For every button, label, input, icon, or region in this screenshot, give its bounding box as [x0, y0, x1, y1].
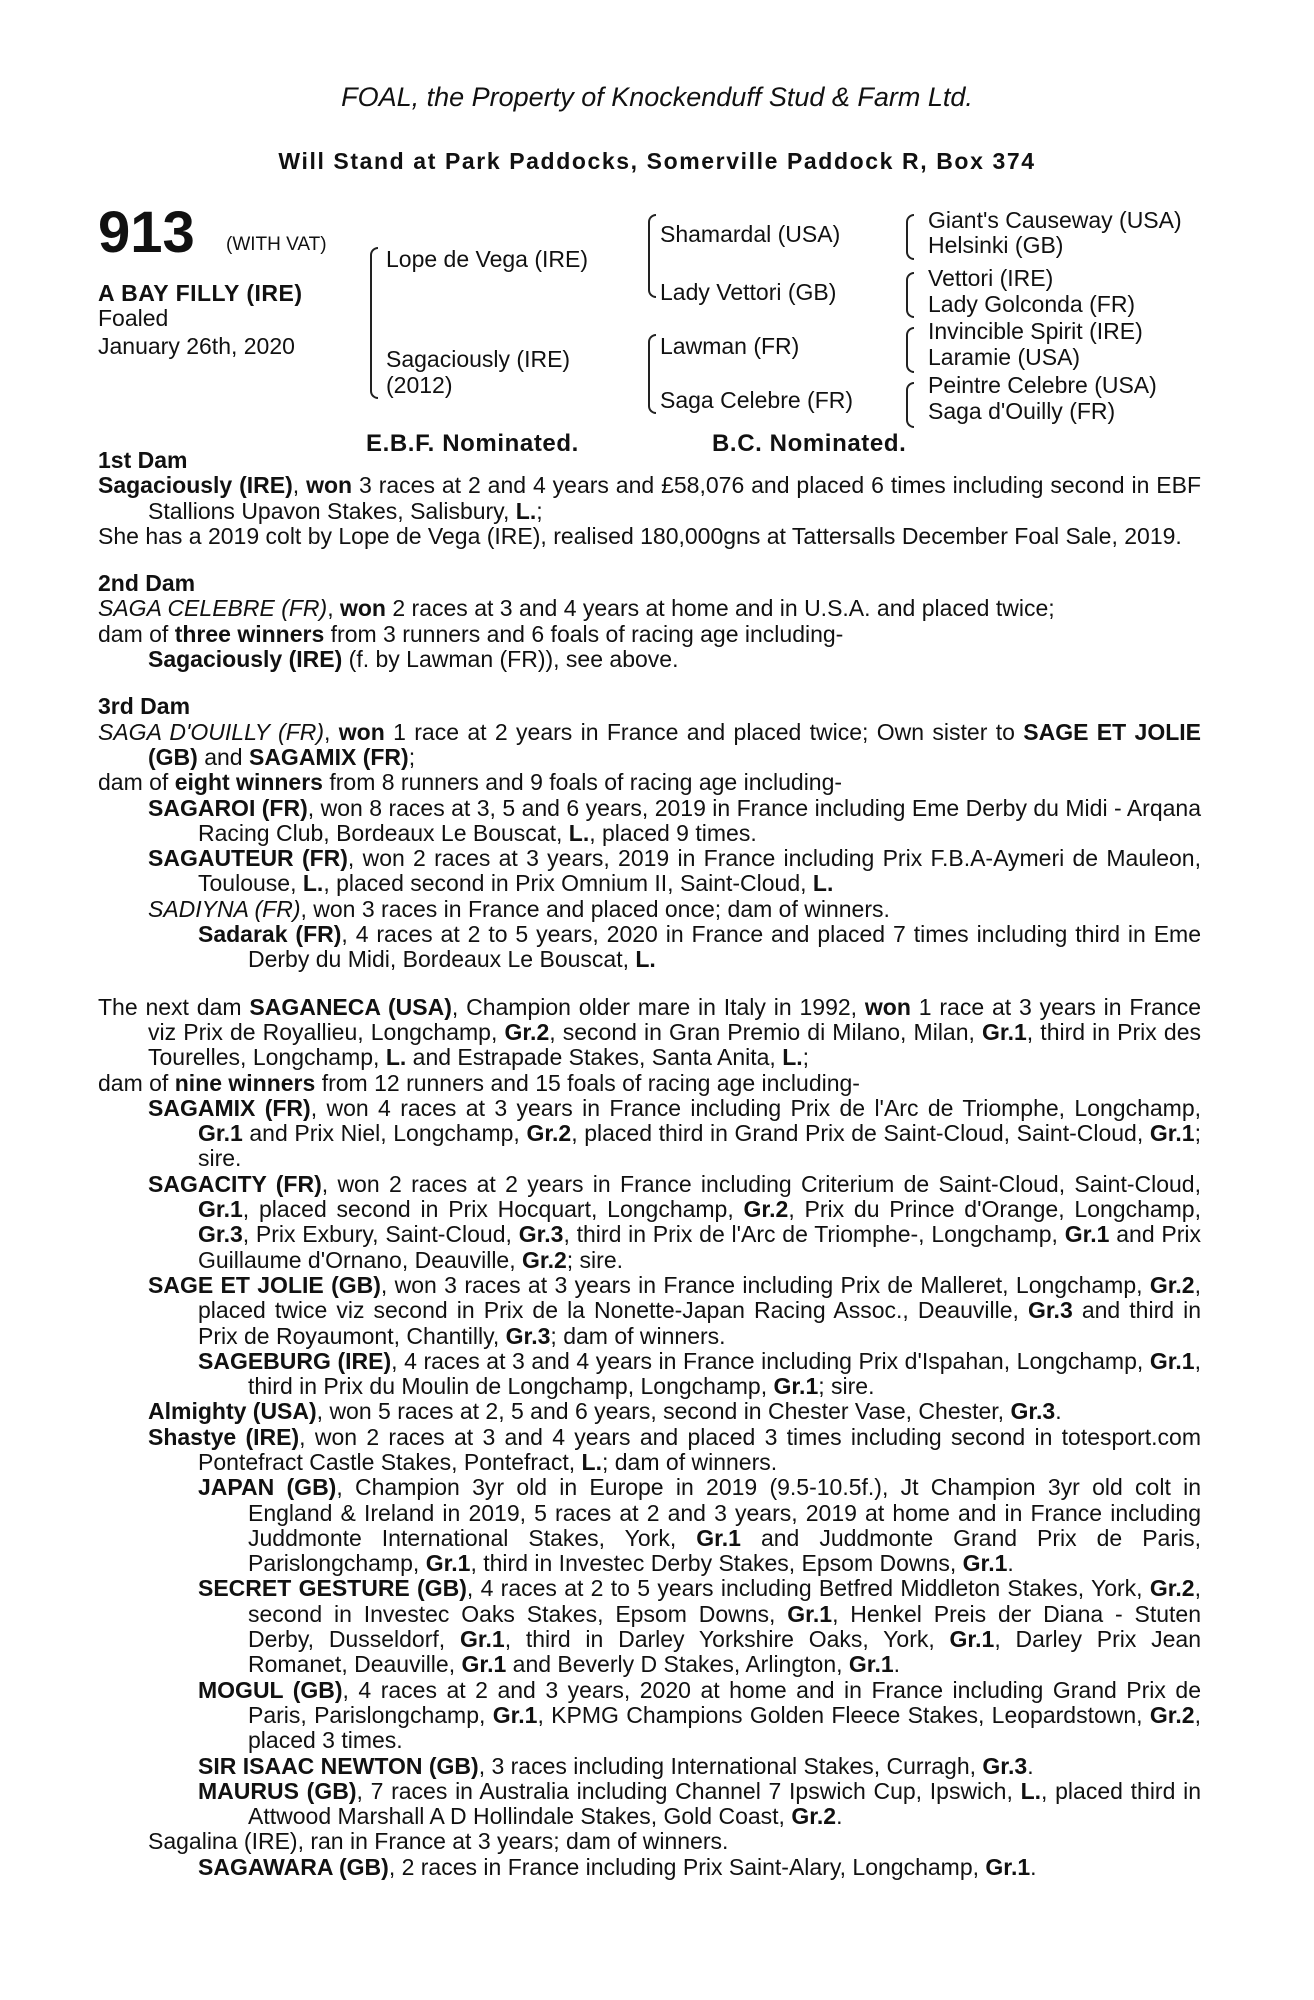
pedigree-brace-main — [370, 247, 378, 399]
offspring-sagauteur: SAGAUTEUR (FR), won 2 races at 3 years, 2019 in France including Prix F.B.A-Aymeri de Mauleon, Toulouse, L., placed second in Prix Omnium II, Saint-Cloud, L. — [148, 845, 1201, 897]
pedigree-brace-g78 — [906, 382, 914, 428]
offspring-sagacity: SAGACITY (FR), won 2 races at 2 years in France including Criterium de Saint-Cloud, Saint-Cloud, Gr.1, placed second in Prix Hocquart, Longchamp, Gr.2, Prix du Prince d'Orange, Longchamp, Gr.3, Prix Exbury, Saint-Cloud, Gr.3, third in Prix de l'Arc de Triomphe-, Longchamp, Gr.1 and Prix Guillaume d'Ornano, Deauville, Gr.2; sire. — [148, 1170, 1201, 1273]
pedigree-brace-dam — [648, 334, 656, 414]
grandsire-line-2: Helsinki (GB) — [928, 232, 1064, 258]
pedigree-brace-sire — [648, 214, 656, 298]
first-dam-record: Sagaciously (IRE), won 3 races at 2 and 4 years and £58,076 and placed 6 times including second in EBF Stallions Upavon Stakes, Salisbury, L.; — [98, 472, 1201, 524]
first-dam-heading: 1st Dam — [98, 447, 188, 473]
pedigree-brace-g34 — [906, 272, 914, 318]
offspring-shastye: Shastye (IRE), won 2 races at 3 and 4 years and placed 3 times including second in totesport.com Pontefract Castle Stakes, Pontefract, L.; dam of winners. — [148, 1423, 1201, 1475]
offspring-sage-et-jolie: SAGE ET JOLIE (GB), won 3 races at 3 years in France including Prix de Malleret, Longchamp, Gr.2, placed twice viz second in Prix de la Nonette-Japan Racing Assoc., Deauville, Gr.3 and third in Prix de Royaumont, Chantilly, Gr.3; dam of winners. — [148, 1271, 1201, 1349]
next-dam-record: The next dam SAGANECA (USA), Champion older mare in Italy in 1992, won 1 race at 3 years in France viz Prix de Royallieu, Longchamp, Gr.2, second in Gran Premio di Milano, Milan, Gr.1, third in Prix des Tourelles, Longchamp, L. and Estrapade Stakes, Santa Anita, L.; — [98, 993, 1202, 1071]
bc-nominated: B.C. Nominated. — [712, 430, 907, 457]
sire: Lope de Vega (IRE) — [386, 246, 589, 272]
dam-dam: Saga Celebre (FR) — [660, 387, 854, 413]
dam: Sagaciously (IRE) — [386, 346, 571, 372]
dam-sire: Lawman (FR) — [660, 333, 800, 359]
grandsire-line-4: Lady Golconda (FR) — [928, 291, 1136, 317]
offspring-sagawara: SAGAWARA (GB), 2 races in France including Prix Saint-Alary, Longchamp, Gr.1. — [198, 1853, 1037, 1880]
offspring-sageburg: SAGEBURG (IRE), 4 races at 3 and 4 years in France including Prix d'Ispahan, Longchamp, Gr.1, third in Prix du Moulin de Longchamp, Longchamp, Gr.1; sire. — [198, 1347, 1201, 1400]
offspring-sadiyna: SADIYNA (FR), won 3 races in France and placed once; dam of winners. — [148, 895, 890, 922]
sire-sire: Shamardal (USA) — [660, 221, 841, 247]
pedigree-brace-g12 — [906, 214, 914, 260]
dam-year: (2012) — [386, 372, 453, 398]
second-dam-offspring: Sagaciously (IRE) (f. by Lawman (FR)), see above. — [148, 646, 679, 673]
next-dam-produce-summary: dam of nine winners from 12 runners and 15 foals of racing age including- — [98, 1069, 860, 1096]
offspring-sagamix: SAGAMIX (FR), won 4 races at 3 years in France including Prix de l'Arc de Triomphe, Longchamp, Gr.1 and Prix Niel, Longchamp, Gr.2, placed third in Grand Prix de Saint-Cloud, Saint-Cloud, Gr.1; sire. — [148, 1094, 1201, 1172]
third-dam-produce-summary: dam of eight winners from 8 runners and 9 foals of racing age including- — [98, 769, 843, 796]
vat-note: (WITH VAT) — [226, 234, 327, 255]
ebf-nominated: E.B.F. Nominated. — [366, 430, 579, 457]
foaled-date: January 26th, 2020 — [98, 333, 295, 359]
second-dam-record: SAGA CELEBRE (FR), won 2 races at 3 and 4 years at home and in U.S.A. and placed twice; — [98, 595, 1055, 622]
first-dam-produce: She has a 2019 colt by Lope de Vega (IRE), realised 180,000gns at Tattersalls December Foal Sale, 2019. — [98, 522, 1182, 549]
offspring-maurus: MAURUS (GB), 7 races in Australia including Channel 7 Ipswich Cup, Ipswich, L., placed third in Attwood Marshall A D Hollindale Stakes, Gold Coast, Gr.2. — [198, 1777, 1202, 1830]
location-line: Will Stand at Park Paddocks, Somerville Paddock R, Box 374 — [278, 148, 1036, 174]
vendor-line: FOAL, the Property of Knockenduff Stud & Farm Ltd. — [341, 82, 973, 112]
pedigree-brace-g56 — [906, 327, 914, 373]
offspring-japan: JAPAN (GB), Champion 3yr old in Europe in 2019 (9.5-10.5f.), Jt Champion 3yr old colt in England & Ireland in 2019, 5 races at 2 and 3 years, 2019 at home and in France including Juddmonte International Stakes, York, Gr.1 and Juddmonte Grand Prix de Paris, Parislongchamp, Gr.1, third in Investec Derby Stakes, Epsom Downs, Gr.1. — [198, 1474, 1202, 1577]
foaled-label: Foaled — [98, 305, 169, 331]
offspring-secret-gesture: SECRET GESTURE (GB), 4 races at 2 to 5 years including Betfred Middleton Stakes, York, Gr.2, second in Investec Oaks Stakes, Epsom Downs, Gr.1, Henkel Preis der Diana - Stuten Derby, Dusseldorf, Gr.1, third in Darley Yorkshire Oaks, York, Gr.1, Darley Prix Jean Romanet, Deauville, Gr.1 and Beverly D Stakes, Arlington, Gr.1. — [198, 1575, 1202, 1678]
offspring-sagalina: Sagalina (IRE), ran in France at 3 years; dam of winners. — [148, 1828, 729, 1855]
offspring-sir-isaac-newton: SIR ISAAC NEWTON (GB), 3 races including International Stakes, Curragh, Gr.3. — [198, 1752, 1034, 1779]
grandsire-line-1: Giant's Causeway (USA) — [928, 207, 1182, 233]
horse-description: A BAY FILLY (IRE) — [98, 280, 303, 306]
third-dam-record: SAGA D'OUILLY (FR), won 1 race at 2 years in France and placed twice; Own sister to SAGE ET JOLIE (GB) and SAGAMIX (FR); — [98, 718, 1202, 770]
third-dam-heading: 3rd Dam — [98, 693, 191, 720]
second-dam-produce-summary: dam of three winners from 3 runners and 6 foals of racing age including- — [98, 620, 844, 647]
grandsire-line-6: Laramie (USA) — [928, 344, 1081, 370]
grandsire-line-3: Vettori (IRE) — [928, 265, 1054, 291]
offspring-almighty: Almighty (USA), won 5 races at 2, 5 and 6 years, second in Chester Vase, Chester, Gr.3. — [148, 1398, 1062, 1425]
sire-dam: Lady Vettori (GB) — [660, 279, 837, 305]
lot-number: 913 — [98, 200, 195, 265]
offspring-mogul: MOGUL (GB), 4 races at 2 and 3 years, 2020 at home and in France including Grand Prix de Paris, Parislongchamp, Gr.1, KPMG Champions Golden Fleece Stakes, Leopardstown, Gr.2, placed 3 times. — [198, 1676, 1201, 1754]
offspring-sadarak: Sadarak (FR), 4 races at 2 to 5 years, 2020 in France and placed 7 times including third in Eme Derby du Midi, Bordeaux Le Bouscat, L. — [198, 921, 1202, 973]
offspring-sagaroi: SAGAROI (FR), won 8 races at 3, 5 and 6 years, 2019 in France including Eme Derby du Midi - Arqana Racing Club, Bordeaux Le Bouscat, L., placed 9 times. — [148, 794, 1201, 846]
grandsire-line-8: Saga d'Ouilly (FR) — [928, 398, 1116, 424]
catalogue-body — [0, 448, 1314, 1880]
second-dam-heading: 2nd Dam — [98, 570, 196, 597]
grandsire-line-7: Peintre Celebre (USA) — [928, 372, 1157, 398]
grandsire-line-5: Invincible Spirit (IRE) — [928, 318, 1143, 344]
